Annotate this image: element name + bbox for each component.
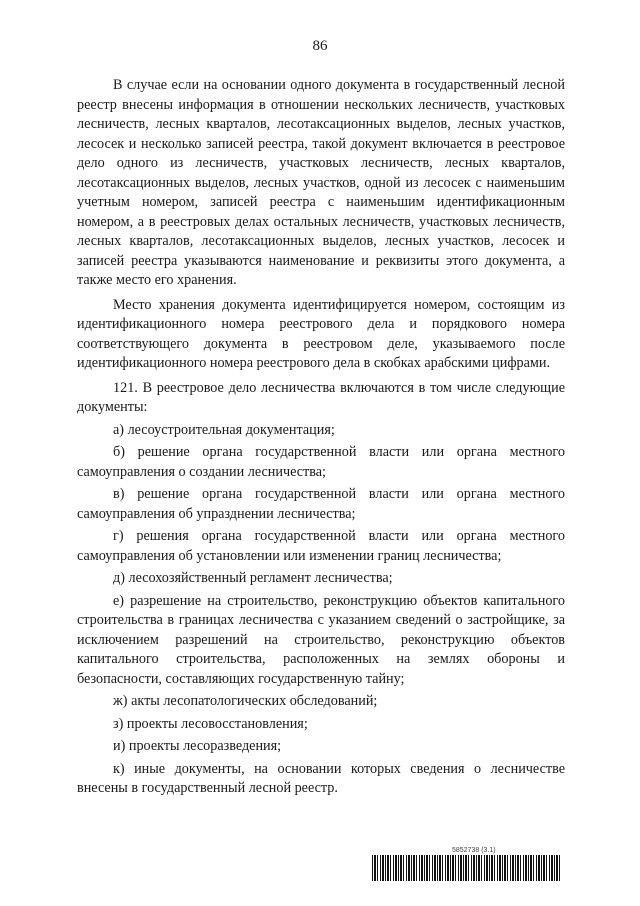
list-item: е) разрешение на строительство, реконструкцию объектов капитального строительства в границах лесничества с указанием сведений о застройщике, за исключением разрешений на строительство, реконструкцию объектов капитального строительства, расположенных на землях обороны и безопасности, составляющих государственную тайну; bbox=[77, 592, 565, 687]
paragraph-storage-location: Место хранения документа идентифицируется номером, состоящим из идентификационного номера реестрового дела и порядкового номера соответствующего документа в реестровом деле, указываемого после идентификационного номера реестрового дела в скобках арабскими цифрами. bbox=[77, 296, 565, 371]
list-item: г) решения органа государственной власти или органа местного самоуправления об установлении или изменении границ лесничества; bbox=[77, 528, 565, 564]
document-body bbox=[77, 76, 565, 799]
barcode bbox=[372, 855, 562, 881]
paragraph-registry-case: В случае если на основании одного документа в государственный лесной реестр внесены информация в отношении нескольких лесничеств, участковых лесничеств, лесных кварталов, лесотаксационных выделов, лесных участков, лесосек и несколько записей реестра, такой документ включается в реестровое дело одного из лесничеств, участковых лесничеств, лесных кварталов, лесотаксационных выделов, лесных участков, одной из лесосек с наименьшим учетным номером, записей реестра с наименьшим идентификационным номером, а в реестровых делах остальных лесничеств, участковых лесничеств, лесных кварталов, лесотаксационных выделов, лесных участков, лесосек и записей реестра указываются наименование и реквизиты этого документа, а также место его хранения. bbox=[77, 77, 565, 288]
list-item: а) лесоустроительная документация; bbox=[113, 421, 335, 438]
list-item: ж) акты лесопатологических обследований; bbox=[113, 693, 378, 709]
document-list bbox=[77, 421, 565, 799]
list-item: б) решение органа государственной власти или органа местного самоуправления о создании лесничества; bbox=[77, 444, 565, 480]
list-item: в) решение органа государственной власти или органа местного самоуправления об упразднении лесничества; bbox=[77, 486, 565, 522]
document-code: 5852738 (3.1) bbox=[452, 847, 496, 854]
list-item: к) иные документы, на основании которых сведения о лесничестве внесены в государственный лесной реестр. bbox=[77, 760, 565, 796]
page-number: 86 bbox=[312, 38, 328, 54]
list-item: и) проекты лесоразведения; bbox=[113, 738, 282, 754]
list-item: д) лесохозяйственный регламент лесничества; bbox=[113, 570, 393, 586]
paragraph-item-121: 121. В реестровое дело лесничества включаются в том числе следующие документы: bbox=[77, 379, 565, 415]
list-item: з) проекты лесовосстановления; bbox=[113, 715, 308, 732]
